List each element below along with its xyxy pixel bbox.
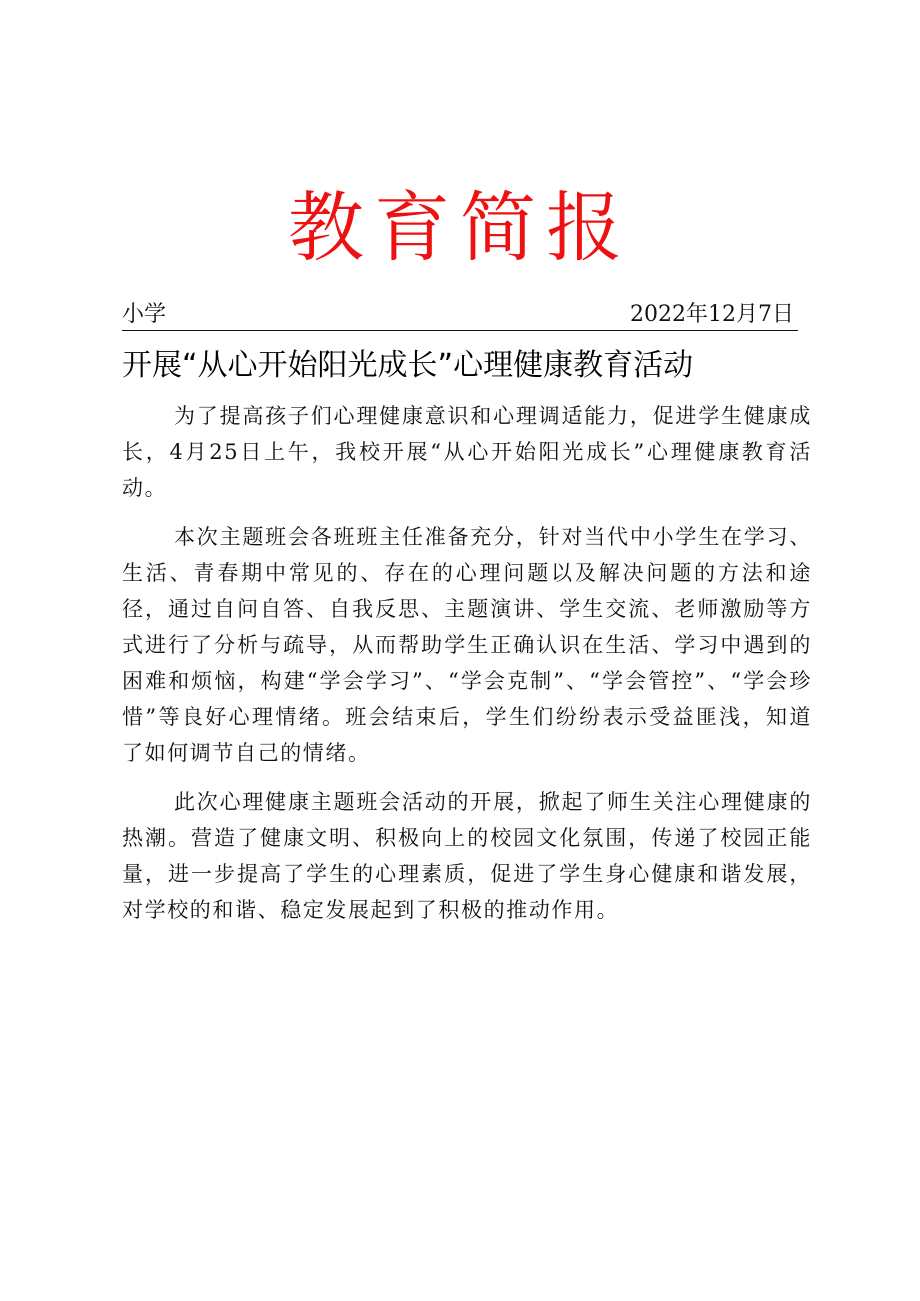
article-headline: 开展“从心开始阳光成长”心理健康教育活动: [122, 348, 694, 383]
school-name: 小学: [122, 302, 167, 327]
issue-date: 2022年12月7日: [630, 302, 794, 327]
article-paragraph: 为了提高孩子们心理健康意识和心理调适能力，促进学生健康成长，4月25日上午，我校开展“从心开始阳光成长”心理健康教育活动。: [122, 404, 812, 500]
dateline: [122, 300, 798, 331]
article-paragraph: 本次主题班会各班班主任准备充分，针对当代中小学生在学习、生活、青春期中常见的、存在的心理问题以及解决问题的方法和途径，通过自问自答、自我反思、主题演讲、学生交流、老师激励等方式进行了分析与疏导，从而帮助学生正确认识在生活、学习中遇到的困难和烦恼，构建“学会学习”、“学会克制”、“学会管控”、“学会珍惜”等良好心理情绪。班会结束后，学生们纷纷表示受益匪浅，知道了如何调节自己的情绪。: [122, 525, 812, 765]
article-body: [122, 398, 812, 928]
article-paragraph: 此次心理健康主题班会活动的开展，掀起了师生关注心理健康的热潮。营造了健康文明、积极向上的校园文化氛围，传递了校园正能量，进一步提高了学生的心理素质，促进了学生身心健康和谐发展，对学校的和谐、稳定发展起到了积极的推动作用。: [122, 790, 812, 922]
newsletter-masthead: 教育简报: [288, 183, 632, 272]
